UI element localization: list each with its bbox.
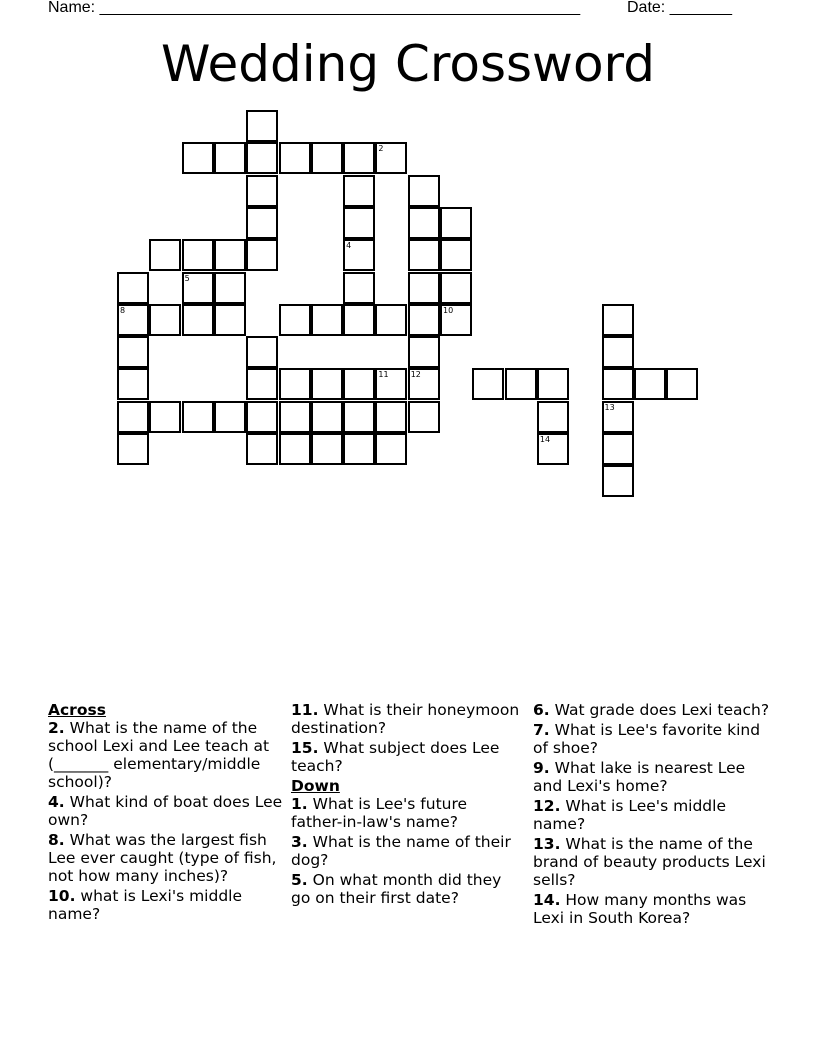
clue-number: 6. [533,701,550,719]
grid-cell[interactable] [214,401,246,433]
cell-number: 14 [539,435,551,444]
grid-cell[interactable] [311,433,343,465]
grid-cell[interactable] [375,304,407,336]
grid-cell[interactable] [408,239,440,271]
grid-cell[interactable] [343,433,375,465]
cell-number: 4 [346,241,352,251]
grid-cell[interactable] [279,368,311,400]
grid-cell[interactable] [602,465,634,497]
clue-text: What is the name of the school Lexi and Lee teach at (_______ elementary/middle school)? [48,719,270,791]
grid-cell[interactable] [602,304,634,336]
grid-cell[interactable] [311,368,343,400]
grid-cell[interactable] [472,368,504,400]
clue-text: What lake is nearest Lee and Lexi's home? [533,759,746,795]
date-field-label: Date: _______ [627,0,732,16]
grid-cell[interactable] [408,175,440,207]
clue-down-9 [533,759,773,795]
clue-text: How many months was Lexi in South Korea? [533,891,747,927]
grid-cell[interactable] [246,239,278,271]
cell-number: 12 [410,370,421,380]
grid-cell[interactable] [117,336,149,368]
clue-number: 2. [48,719,65,737]
grid-cell[interactable] [311,304,343,336]
grid-cell[interactable] [246,336,278,368]
page-title: Wedding Crossword [161,35,655,93]
grid-cell[interactable] [182,239,214,271]
clue-down-5 [291,871,523,907]
grid-cell[interactable] [343,368,375,400]
grid-cell[interactable] [117,401,149,433]
cell-number: 13 [604,402,615,412]
grid-cell[interactable] [246,433,278,465]
grid-cell[interactable] [279,401,311,433]
clue-column-3 [533,700,773,929]
grid-cell[interactable] [537,401,569,433]
clue-down-1 [291,795,523,831]
clue-text: What was the largest fish Lee ever caught (type of fish, not how many inches)? [48,831,277,885]
clue-column-2 [291,700,523,909]
clue-number: 8. [48,831,65,849]
clue-text: What is the name of the brand of beauty products Lexi sells? [533,835,766,889]
grid-cell[interactable] [149,239,181,271]
grid-cell[interactable] [602,433,634,465]
grid-cell[interactable] [408,272,440,304]
clue-across-11 [291,701,523,737]
grid-cell[interactable] [246,401,278,433]
clue-number: 13. [533,835,561,853]
clue-number: 9. [533,759,550,777]
clue-number: 3. [291,833,308,851]
clue-number: 10. [48,887,76,905]
grid-cell[interactable] [214,304,246,336]
grid-cell[interactable] [634,368,666,400]
grid-cell[interactable] [537,433,569,465]
grid-cell[interactable] [182,304,214,336]
grid-cell[interactable] [149,401,181,433]
clue-text: What subject does Lee teach? [291,739,500,775]
grid-cell[interactable] [279,142,311,174]
clue-number: 12. [533,797,561,815]
grid-cell[interactable] [505,368,537,400]
clue-text: What is Lee's favorite kind of shoe? [533,721,761,757]
clue-number: 5. [291,871,308,889]
grid-cell[interactable] [246,207,278,239]
grid-cell[interactable] [246,110,278,142]
grid-cell[interactable] [408,368,440,400]
clue-across-15 [291,739,523,775]
name-field-label: Name: ______________________________________________________ [48,0,581,16]
grid-cell[interactable] [343,239,375,271]
clue-across-8 [48,831,284,885]
clue-number: 1. [291,795,308,813]
clue-number: 4. [48,793,65,811]
grid-cell[interactable] [408,207,440,239]
grid-cell[interactable] [440,304,472,336]
grid-cell[interactable] [117,272,149,304]
cell-number: 5 [184,273,190,283]
across-heading: Across [48,701,106,719]
cell-number: 8 [120,305,126,315]
grid-cell[interactable] [279,433,311,465]
clue-text: what is Lexi's middle name? [48,887,243,923]
grid-cell[interactable] [214,272,246,304]
clue-across-10 [48,887,284,923]
grid-cell[interactable] [311,142,343,174]
clue-number: 11. [291,701,319,719]
grid-cell[interactable] [408,304,440,336]
grid-cell[interactable] [602,336,634,368]
grid-cell[interactable] [343,175,375,207]
clue-down-6 [533,701,773,719]
clue-number: 7. [533,721,550,739]
clue-down-12 [533,797,773,833]
grid-cell[interactable] [343,304,375,336]
grid-cell[interactable] [375,368,407,400]
clue-down-3 [291,833,523,869]
grid-cell[interactable] [182,401,214,433]
clue-text: What is the name of their dog? [291,833,511,869]
clue-across-2 [48,719,284,791]
clue-number: 15. [291,739,319,757]
grid-cell[interactable] [149,304,181,336]
clue-across-4 [48,793,284,829]
clue-text: What kind of boat does Lee own? [48,793,283,829]
grid-cell[interactable] [246,175,278,207]
down-heading: Down [291,777,340,795]
grid-cell[interactable] [440,239,472,271]
grid-cell[interactable] [214,142,246,174]
grid-cell[interactable] [375,142,407,174]
grid-cell[interactable] [375,401,407,433]
clue-text: What is Lee's future father-in-law's name? [291,795,468,831]
grid-cell[interactable] [602,401,634,433]
grid-cell[interactable] [343,207,375,239]
clue-text: What is Lee's middle name? [533,797,726,833]
cell-number: 11 [378,370,389,380]
grid-cell[interactable] [440,207,472,239]
grid-cell[interactable] [408,401,440,433]
grid-cell[interactable] [537,368,569,400]
grid-cell[interactable] [343,401,375,433]
grid-cell[interactable] [117,304,149,336]
grid-cell[interactable] [375,433,407,465]
clue-text: What is their honeymoon destination? [291,701,520,737]
grid-cell[interactable] [214,239,246,271]
grid-cell[interactable] [117,433,149,465]
grid-cell[interactable] [279,304,311,336]
cell-number: 10 [443,305,454,315]
grid-cell[interactable] [602,368,634,400]
grid-cell[interactable] [117,368,149,400]
clue-down-7 [533,721,773,757]
clue-down-14 [533,891,773,927]
grid-cell[interactable] [182,272,214,304]
grid-cell[interactable] [343,142,375,174]
grid-cell[interactable] [666,368,698,400]
clue-number: 14. [533,891,561,909]
grid-cell[interactable] [246,368,278,400]
grid-cell[interactable] [408,336,440,368]
grid-cell[interactable] [311,401,343,433]
clue-column-1 [48,700,284,925]
clue-text: On what month did they go on their first date? [291,871,502,907]
grid-cell[interactable] [182,142,214,174]
grid-cell[interactable] [343,272,375,304]
clue-text: Wat grade does Lexi teach? [554,701,770,719]
grid-cell[interactable] [246,142,278,174]
grid-cell[interactable] [440,272,472,304]
clue-down-13 [533,835,773,889]
cell-number: 2 [378,144,384,154]
